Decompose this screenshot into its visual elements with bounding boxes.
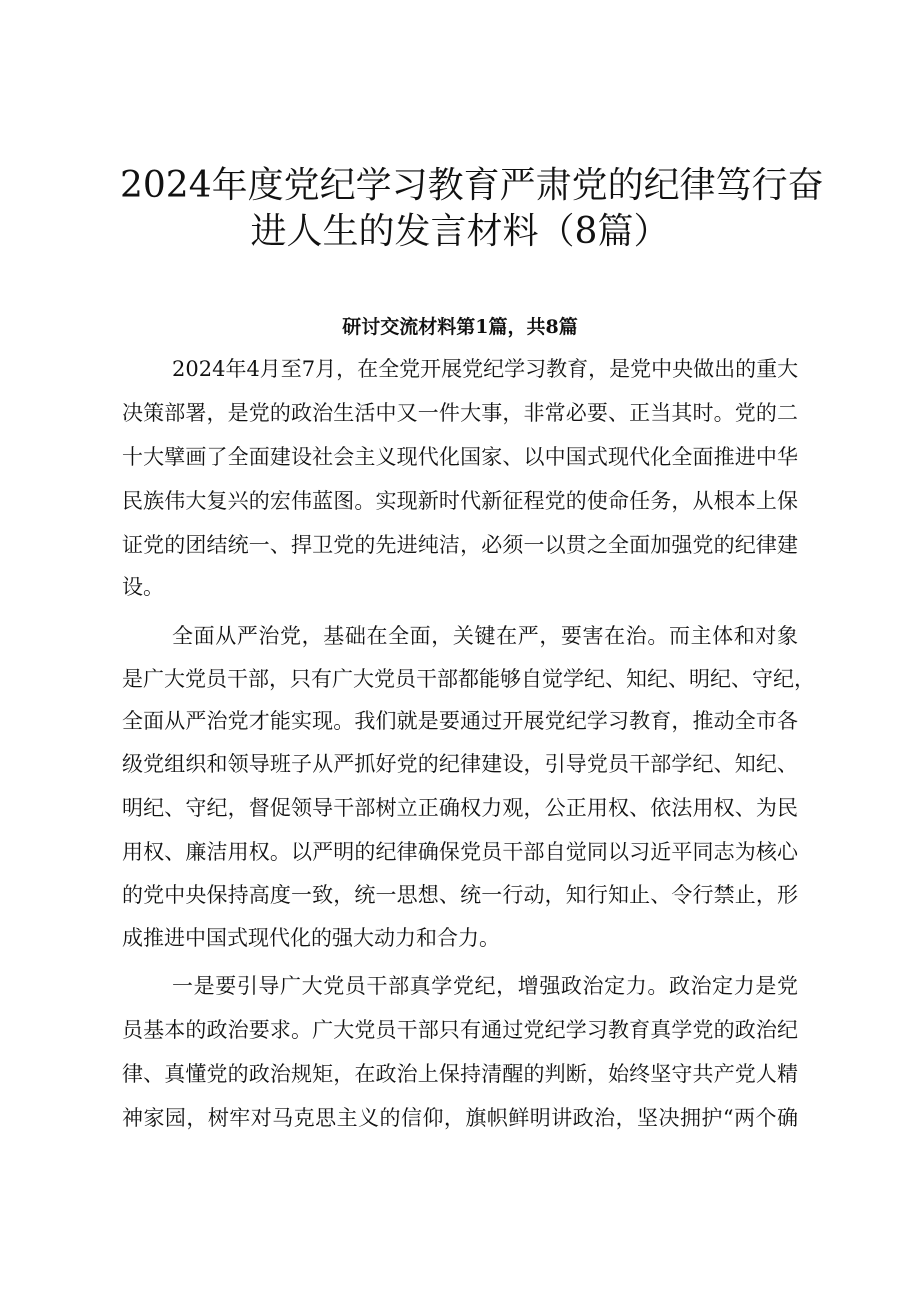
paragraph-1-line: 民族伟大复兴的宏伟蓝图。实现新时代新征程党的使命任务，从根本上保 — [122, 489, 798, 513]
paragraph-1-line: 设。 — [122, 575, 164, 599]
document-title-line-2: 进人生的发言材料（8篇） — [250, 211, 670, 252]
paragraph-2-line: 全面从严治党才能实现。我们就是要通过开展党纪学习教育，推动全市各 — [122, 709, 798, 733]
paragraph-2-line: 级党组织和领导班子从严抓好党的纪律建设，引导党员干部学纪、知纪、 — [122, 752, 798, 776]
paragraph-2-line: 明纪、守纪，督促领导干部树立正确权力观，公正用权、依法用权、为民 — [122, 796, 798, 820]
paragraph-1-line: 2024年4月至7月，在全党开展党纪学习教育，是党中央做出的重大 — [172, 357, 799, 381]
paragraph-2-line: 成推进中国式现代化的强大动力和合力。 — [122, 926, 500, 950]
paragraph-2-line: 的党中央保持高度一致，统一思想、统一行动，知行知止、令行禁止，形 — [122, 883, 798, 907]
paragraph-2-line: 是广大党员干部，只有广大党员干部都能够自觉学纪、知纪、明纪、守纪， — [122, 667, 815, 691]
paragraph-1-line: 决策部署，是党的政治生活中又一件大事，非常必要、正当其时。党的二 — [122, 401, 798, 425]
document-subtitle: 研讨交流材料第1篇，共8篇 — [342, 316, 578, 338]
paragraph-2-line: 用权、廉洁用权。以严明的纪律确保党员干部自觉同以习近平同志为核心 — [122, 840, 798, 864]
paragraph-2-line: 全面从严治党，基础在全面，关键在严，要害在治。而主体和对象 — [172, 624, 798, 648]
document-title-line-1: 2024年度党纪学习教育严肃党的纪律笃行奋 — [120, 165, 824, 206]
paragraph-3-line: 员基本的政治要求。广大党员干部只有通过党纪学习教育真学党的政治纪 — [122, 1018, 798, 1042]
paragraph-3-line: 神家园，树牢对马克思主义的信仰，旗帜鲜明讲政治，坚决拥护“两个确 — [122, 1106, 798, 1130]
paragraph-1-line: 证党的团结统一、捍卫党的先进纯洁，必须一以贯之全面加强党的纪律建 — [122, 533, 798, 557]
paragraph-1-line: 十大擘画了全面建设社会主义现代化国家、以中国式现代化全面推进中华 — [122, 445, 798, 469]
paragraph-3-line: 一是要引导广大党员干部真学党纪，增强政治定力。政治定力是党 — [172, 974, 798, 998]
paragraph-3-line: 律、真懂党的政治规矩，在政治上保持清醒的判断，始终坚守共产党人精 — [122, 1062, 798, 1086]
